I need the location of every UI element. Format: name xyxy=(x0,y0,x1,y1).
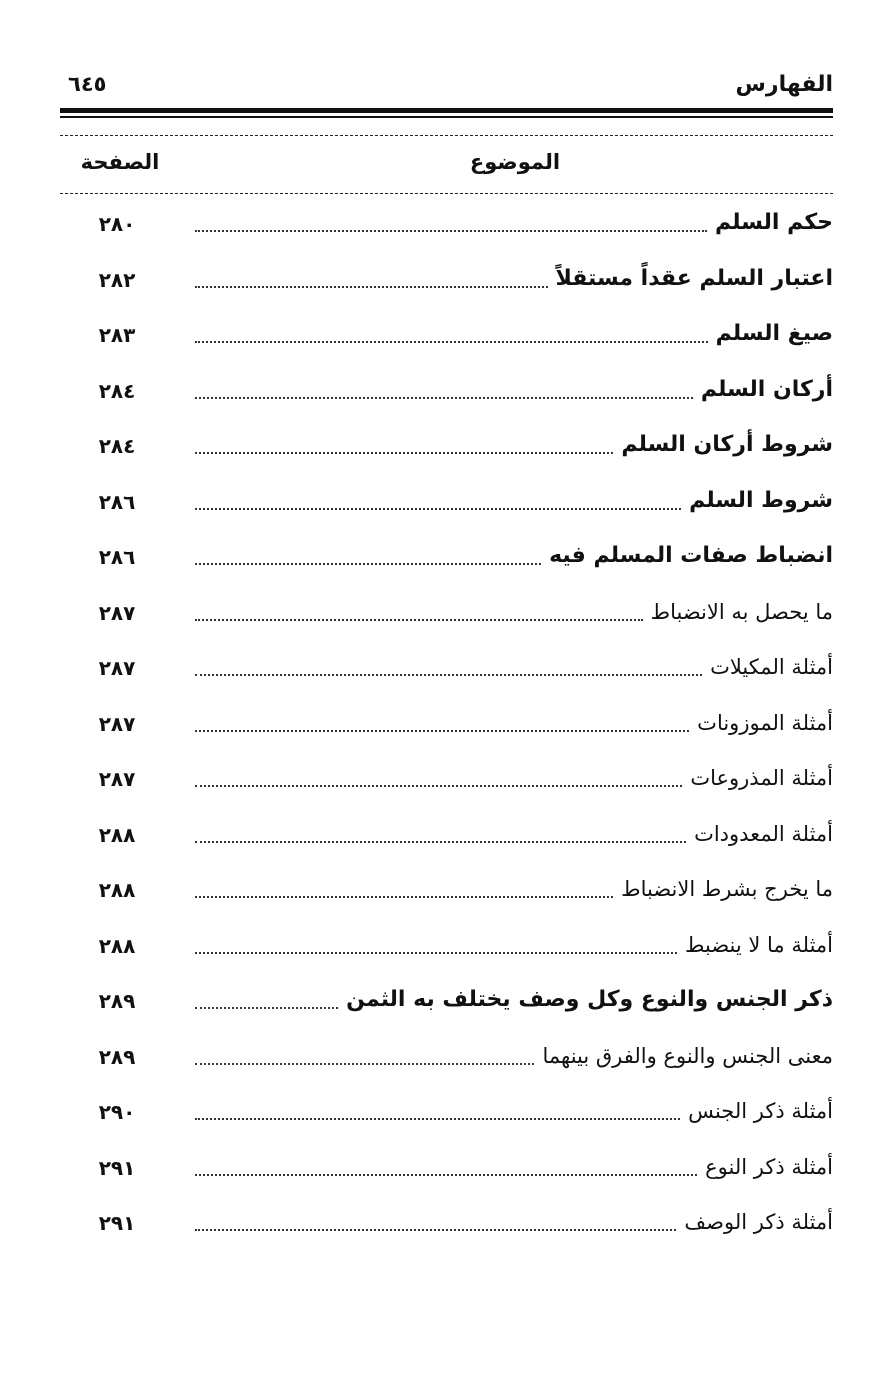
toc-entry-page: ٢٨٣ xyxy=(98,323,136,347)
toc-entry-title: أمثلة ذكر النوع xyxy=(705,1154,833,1179)
toc-entry-page: ٢٨٠ xyxy=(98,212,136,236)
column-header-top-rule xyxy=(60,135,833,136)
toc-entry xyxy=(0,256,873,312)
toc-entry-page: ٢٨٢ xyxy=(98,267,136,292)
toc-entry-page: ٢٨٧ xyxy=(98,767,136,791)
toc-entry-title: أمثلة المعدودات xyxy=(694,821,833,846)
dot-leader xyxy=(195,1229,676,1231)
toc-entry-page: ٢٨٨ xyxy=(98,878,136,902)
toc-entry-title: شروط السلم xyxy=(689,487,833,513)
toc-entry xyxy=(0,644,873,700)
toc-entry xyxy=(0,811,873,867)
toc-entry xyxy=(0,922,873,978)
toc-entry-title: اعتبار السلم عقداً مستقلاً xyxy=(555,265,833,291)
dot-leader xyxy=(195,563,541,565)
dot-leader xyxy=(195,952,677,954)
running-title: الفهارس xyxy=(735,72,833,97)
dot-leader xyxy=(195,896,613,898)
dot-leader xyxy=(195,674,702,676)
dot-leader xyxy=(195,1007,338,1009)
dot-leader xyxy=(195,841,686,843)
toc-entry xyxy=(0,1144,873,1200)
toc-entry-page: ٢٨٩ xyxy=(98,1044,136,1069)
column-header-bottom-rule xyxy=(60,193,833,194)
header-rule-thick xyxy=(60,108,833,113)
toc-entry xyxy=(0,478,873,534)
dot-leader xyxy=(195,730,689,732)
column-header-page: الصفحة xyxy=(80,150,160,174)
toc-entry xyxy=(0,755,873,811)
toc-entry xyxy=(0,700,873,756)
toc-entry-page: ٢٨٩ xyxy=(98,989,136,1013)
toc-entry-page: ٢٨٨ xyxy=(98,822,136,847)
toc-entry-page: ٢٨٦ xyxy=(98,545,136,569)
toc-entry-title: أمثلة ذكر الجنس xyxy=(688,1099,833,1123)
dot-leader xyxy=(195,1063,534,1065)
toc-entry-title: أمثلة المكيلات xyxy=(710,655,833,679)
page-number: ٦٤٥ xyxy=(68,72,107,96)
toc-entry-title: أمثلة الموزونات xyxy=(697,710,833,735)
toc-entry-page: ٢٩٠ xyxy=(98,1100,136,1124)
running-header xyxy=(68,72,833,106)
toc-entry-page: ٢٨٤ xyxy=(98,378,136,403)
toc-entry-title: معنى الجنس والنوع والفرق بينهما xyxy=(542,1043,833,1068)
toc-entry xyxy=(0,589,873,645)
toc-entry-title: أمثلة ذكر الوصف xyxy=(684,1210,833,1234)
toc-entry-title: ذكر الجنس والنوع وكل وصف يختلف به الثمن xyxy=(346,987,833,1012)
toc-entry xyxy=(0,866,873,922)
toc-entry-title: أمثلة ما لا ينضبط xyxy=(685,932,833,957)
dot-leader xyxy=(195,619,643,621)
toc-entry xyxy=(0,200,873,256)
toc-entry-page: ٢٨٦ xyxy=(98,489,136,514)
toc-entry xyxy=(0,311,873,367)
toc-entry-title: ما يخرج بشرط الانضباط xyxy=(621,877,833,901)
toc-entry-title: أمثلة المذروعات xyxy=(690,766,833,790)
toc-entry-page: ٢٩١ xyxy=(98,1211,136,1235)
toc-entry xyxy=(0,367,873,423)
column-header-topic: الموضوع xyxy=(469,150,561,174)
toc-entry-page: ٢٨٤ xyxy=(98,434,136,458)
toc-entry xyxy=(0,977,873,1033)
toc-entry-page: ٢٨٧ xyxy=(98,656,136,680)
toc-entry-page: ٢٨٧ xyxy=(98,711,136,736)
dot-leader xyxy=(195,508,681,510)
toc-entry-title: انضباط صفات المسلم فيه xyxy=(549,543,833,568)
toc-entry-title: صيغ السلم xyxy=(715,321,833,346)
toc-entry-page: ٢٨٨ xyxy=(98,933,136,958)
toc-entry xyxy=(0,1199,873,1255)
toc-entry-page: ٢٨٧ xyxy=(98,600,136,625)
toc-entry-title: حكم السلم xyxy=(715,210,833,235)
toc-entry xyxy=(0,1088,873,1144)
toc-entry-title: ما يحصل به الانضباط xyxy=(650,599,833,624)
toc-entry xyxy=(0,533,873,589)
dot-leader xyxy=(195,397,693,399)
dot-leader xyxy=(195,230,707,232)
toc-entry-title: شروط أركان السلم xyxy=(621,432,833,457)
toc-entry-title: أركان السلم xyxy=(700,376,833,402)
dot-leader xyxy=(195,1174,697,1176)
dot-leader xyxy=(195,1118,680,1120)
toc-entry-page: ٢٩١ xyxy=(98,1155,136,1180)
header-rule-thin xyxy=(60,116,833,118)
dot-leader xyxy=(195,785,682,787)
toc-entry xyxy=(0,422,873,478)
dot-leader xyxy=(195,452,613,454)
toc-entry xyxy=(0,1033,873,1089)
toc-entries xyxy=(0,200,873,1255)
dot-leader xyxy=(195,341,708,343)
dot-leader xyxy=(195,286,548,288)
